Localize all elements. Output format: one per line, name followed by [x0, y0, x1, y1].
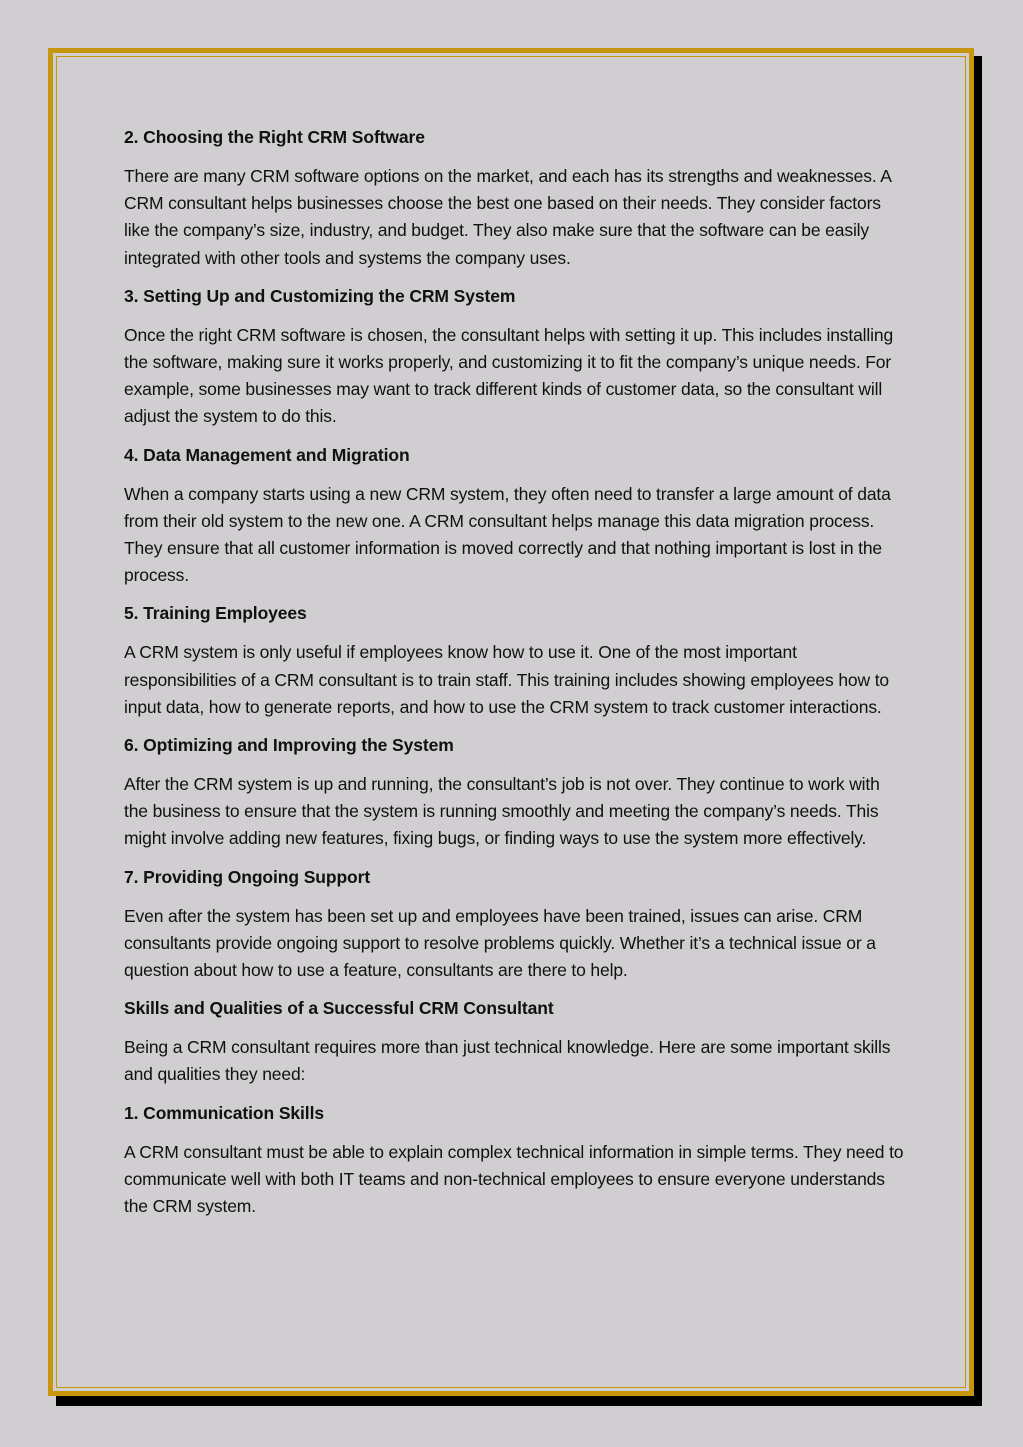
section-heading-optimizing: 6. Optimizing and Improving the System [124, 735, 454, 756]
section-heading-skills: Skills and Qualities of a Successful CRM Consultant [124, 998, 554, 1019]
section-body-skills: Being a CRM consultant requires more than just technical knowledge. Here are some important skills and qualities they need: [124, 1037, 891, 1085]
section-body-support: Even after the system has been set up and employees have been trained, issues can arise. CRM consultants provide ongoing support to resolve problems quickly. Whether it’s a technical issue or a question about how to use a feature, consultants are there to help. [124, 905, 876, 981]
section-heading-support: 7. Providing Ongoing Support [124, 866, 371, 887]
section-heading-setting-up: 3. Setting Up and Customizing the CRM System [124, 285, 516, 306]
section-heading-training: 5. Training Employees [124, 603, 307, 624]
section-heading-communication: 1. Communication Skills [124, 1102, 324, 1123]
section-body-communication: A CRM consultant must be able to explain complex technical information in simple terms. They need to communicate well with both IT teams and non-technical employees to ensure everyone understands the CRM system. [124, 1141, 904, 1217]
section-body-optimizing: After the CRM system is up and running, the consultant’s job is not over. They continue to work with the business to ensure that the system is running smoothly and meeting the company’s needs. This might involve adding new features, fixing bugs, or finding ways to use the system more effectively. [124, 774, 880, 849]
section-body-setting-up: Once the right CRM software is chosen, the consultant helps with setting it up. This includes installing the software, making sure it works properly, and customizing it to fit the company’s unique needs. For example, some businesses may want to track different kinds of customer data, so the consultant will adjust the system to do this. [124, 324, 894, 427]
section-body-data-migration: When a company starts using a new CRM system, they often need to transfer a large amount of data from their old system to the new one. A CRM consultant helps manage this data migration process. They ensure that all customer information is moved correctly and that nothing important is lost in the process. [124, 483, 891, 586]
section-heading-data-migration: 4. Data Management and Migration [124, 444, 410, 465]
section-body-choosing-crm: There are many CRM software options on the market, and each has its strengths and weaknesses. A CRM consultant helps businesses choose the best one based on their needs. They consider factors like the company’s size, industry, and budget. They also make sure that the software can be easily integrated with other tools and systems the company uses. [124, 166, 891, 268]
section-body-training: A CRM system is only useful if employees know how to use it. One of the most important responsibilities of a CRM consultant is to train staff. This training includes showing employees how to input data, how to generate reports, and how to use the CRM system to track customer interactions. [124, 642, 889, 717]
document-content [124, 124, 904, 1231]
section-heading-choosing-crm: 2. Choosing the Right CRM Software [124, 127, 425, 147]
